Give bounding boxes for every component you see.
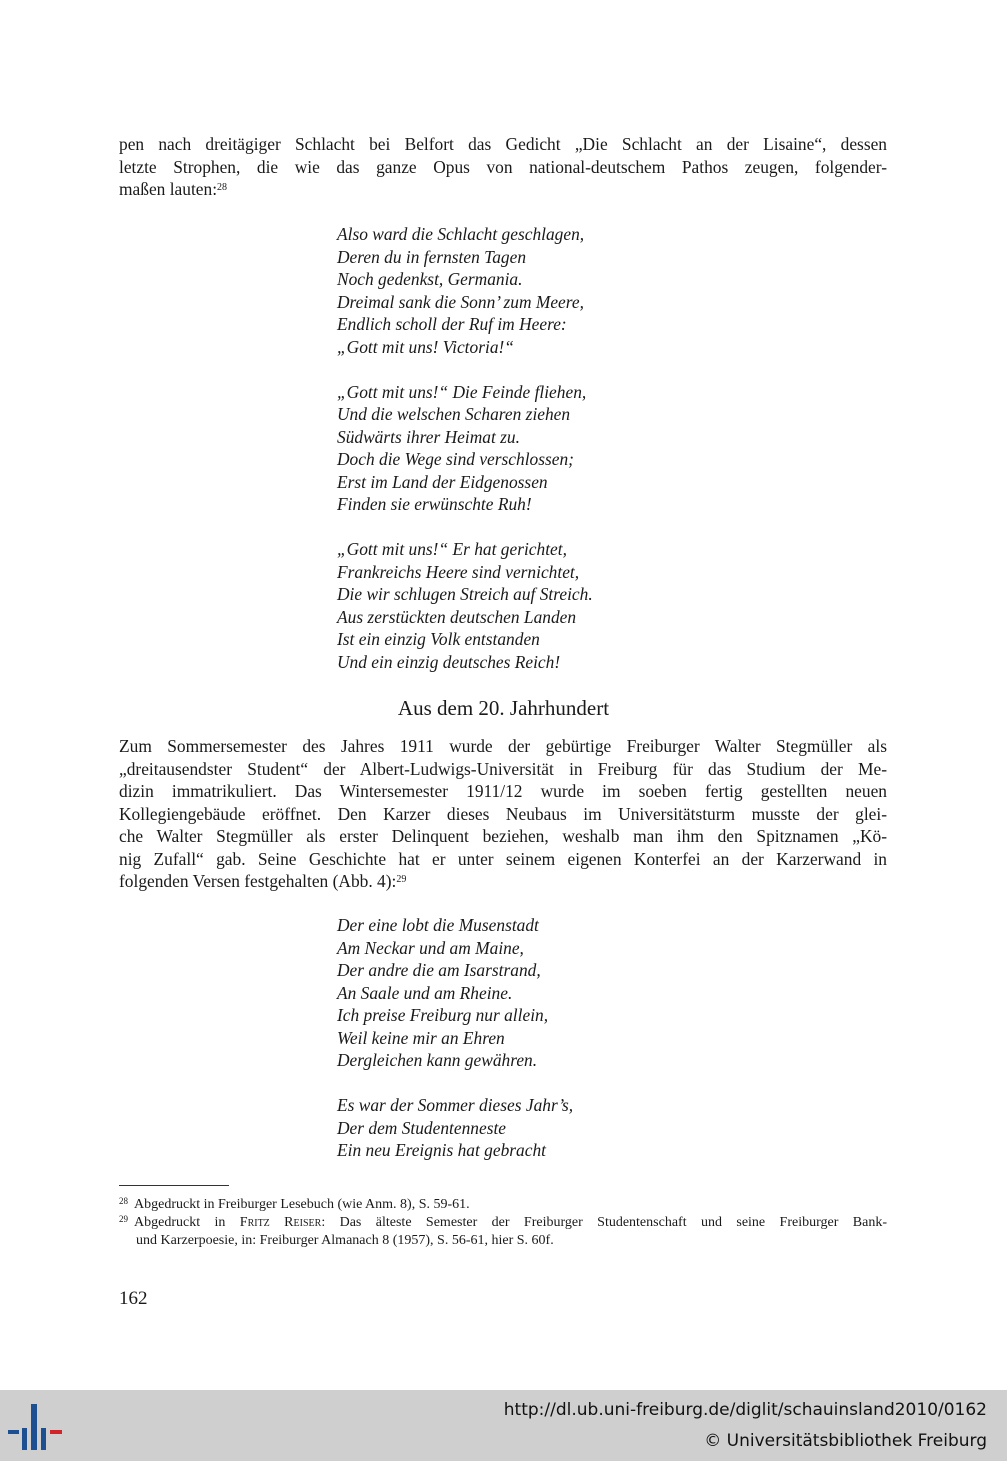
footnote-number: 28: [119, 1196, 128, 1206]
poem-lisaine: [337, 223, 593, 673]
stanza: [337, 538, 593, 673]
verse-line: Finden sie erwünschte Ruh!: [337, 494, 532, 514]
verse-line: Ist ein einzig Volk entstanden: [337, 629, 540, 649]
text-line: maßen lauten:$^{28}$: [119, 179, 228, 199]
footnote-text: und Karzerpoesie, in: Freiburger Almanach 8 (1957), S. 56-61, hier S. 60f.: [136, 1233, 554, 1248]
verse-line: Ein neu Ereignis hat gebracht: [337, 1140, 546, 1160]
verse-line: Frankreichs Heere sind vernichtet,: [337, 561, 580, 582]
verse-line: Der dem Studentenneste: [337, 1117, 507, 1138]
page-number: 162: [119, 1288, 148, 1309]
verse-line: „Gott mit uns!“ Er hat gerichtet,: [337, 539, 567, 559]
text-line: che Walter Stegmüller als erster Delinquent beziehen, weshalb man ihm den Spitznamen „Kö-: [119, 826, 887, 846]
footnote-number: 29: [119, 1214, 128, 1224]
verse-line: Es war der Sommer dieses Jahr’s,: [337, 1095, 574, 1115]
verse-line: Noch gedenkst, Germania.: [337, 269, 523, 289]
verse-line: Erst im Land der Eidgenossen: [337, 471, 548, 492]
footer-bar: [0, 1390, 1007, 1461]
text-line: nig Zufall“ gab. Seine Geschichte hat er unter seinem eigenen Konterfei an der Karzerwand in: [119, 848, 887, 869]
verse-line: „Gott mit uns!“ Die Feinde fliehen,: [337, 381, 587, 402]
verse-line: Dreimal sank die Sonn’ zum Meere,: [337, 291, 584, 312]
verse-line: Doch die Wege sind verschlossen;: [337, 449, 574, 469]
verse-line: Aus zerstückten deutschen Landen: [337, 606, 577, 627]
footnote-28: [119, 1196, 887, 1214]
footnote-ref: 28: [217, 182, 228, 193]
verse-line: „Gott mit uns! Victoria!“: [337, 336, 514, 357]
text-line: Zum Sommersemester des Jahres 1911 wurde der gebürtige Freiburger Walter Stegmüller als: [119, 736, 887, 756]
document-url[interactable]: http://dl.ub.uni-freiburg.de/diglit/schauinsland2010/0162: [503, 1400, 987, 1420]
footnote-text: Abgedruckt in Freiburger Lesebuch (wie Anm. 8), S. 59-61.: [134, 1197, 470, 1212]
verse-line: Dergleichen kann gewähren.: [337, 1050, 538, 1070]
stanza: [337, 1094, 573, 1162]
verse-line: Die wir schlugen Streich auf Streich.: [337, 584, 593, 604]
verse-line: Und die welschen Scharen ziehen: [337, 404, 571, 424]
verse-line: Und ein einzig deutsches Reich!: [337, 651, 561, 672]
text-line: Kollegiengebäude eröffnet. Den Karzer dieses Neubaus im Universitätsturm musste der glei-: [119, 803, 887, 824]
author-name: Fritz Reiser: [239, 1215, 322, 1230]
ub-freiburg-logo-icon: [8, 1404, 64, 1450]
text-line: folgenden Versen festgehalten (Abb. 4):$^{29}$: [119, 871, 407, 891]
body-paragraph: [119, 735, 887, 893]
poem-koenig-zufall: [337, 914, 573, 1162]
verse-line: Ich preise Freiburg nur allein,: [337, 1005, 549, 1025]
text-line: „dreitausendster Student“ der Albert-Ludwigs-Universität in Freiburg für das Studium der Me-: [119, 758, 887, 779]
copyright-notice: © Universitätsbibliothek Freiburg: [704, 1431, 987, 1451]
verse-line: Der eine lobt die Musenstadt: [337, 915, 539, 935]
stanza: [337, 223, 593, 358]
verse-line: Deren du in fernsten Tagen: [337, 246, 527, 267]
verse-line: An Saale und am Rheine.: [337, 982, 513, 1003]
verse-line: Am Neckar und am Maine,: [337, 937, 524, 958]
text-line: pen nach dreitägiger Schlacht bei Belfort das Gedicht „Die Schlacht an der Lisaine“, dessen: [119, 134, 887, 154]
verse-line: Endlich scholl der Ruf im Heere:: [337, 314, 567, 334]
stanza: [337, 914, 573, 1072]
text-line: dizin immatrikuliert. Das Wintersemester 1911/12 wurde im soeben fertig gestellten neuen: [119, 781, 887, 801]
verse-line: Weil keine mir an Ehren: [337, 1027, 505, 1048]
section-heading: Aus dem 20. Jahrhundert: [397, 696, 610, 720]
verse-line: Südwärts ihrer Heimat zu.: [337, 426, 520, 447]
stanza: [337, 381, 593, 516]
footnote-29: $^{29}$ Abgedruckt in Fritz Reiser: Das älteste Semester der Freiburger Studentenschaft und seine Freiburger Bank- und Karzerpoesie, in: Freiburger Almanach 8 (1957), S. 56-61, hier S. 60f.: [119, 1214, 887, 1248]
footnote-divider: [119, 1185, 229, 1186]
footnote-ref: 29: [396, 874, 407, 885]
text-line: letzte Strophen, die wie das ganze Opus von national-deutschem Pathos zeugen, folgender-: [119, 156, 887, 177]
verse-line: Also ward die Schlacht geschlagen,: [337, 224, 585, 244]
intro-paragraph: [119, 133, 887, 201]
verse-line: Der andre die am Isarstrand,: [337, 960, 541, 980]
